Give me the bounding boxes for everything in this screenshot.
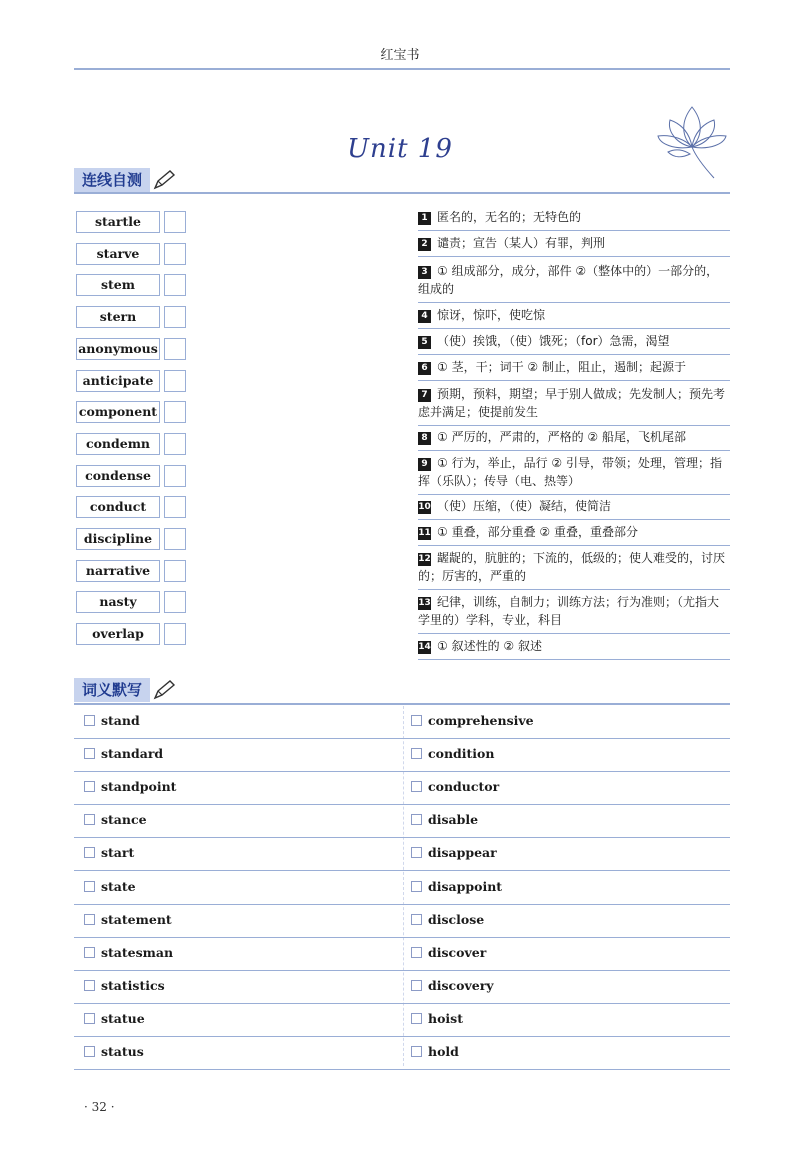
definition-item xyxy=(418,523,730,541)
vocab-item xyxy=(84,879,136,894)
definition-rule xyxy=(418,633,730,634)
definition-rule xyxy=(418,494,730,495)
answer-box[interactable] xyxy=(164,338,186,360)
section-match-title: 连线自测 xyxy=(74,168,150,192)
pencil-icon xyxy=(152,169,176,191)
definition-item xyxy=(418,306,730,324)
vocab-item xyxy=(411,779,499,794)
vocab-item xyxy=(84,746,163,761)
definition-text: 龌龊的，肮脏的；下流的，低级的；使人难受的，讨厌的；厉害的，严重的 xyxy=(418,551,726,583)
vocab-rule xyxy=(74,837,730,838)
vocab-word: statue xyxy=(101,1010,145,1026)
checkbox[interactable] xyxy=(411,947,422,958)
definition-number: 8 xyxy=(418,432,431,445)
section-vocab-title: 词义默写 xyxy=(74,678,150,702)
definition-rule xyxy=(418,519,730,520)
vocab-word: disappear xyxy=(428,845,497,861)
vocab-word: discover xyxy=(428,944,487,960)
definition-item xyxy=(418,262,730,298)
answer-box[interactable] xyxy=(164,623,186,645)
match-word: condemn xyxy=(76,433,160,455)
definition-rule xyxy=(418,230,730,231)
vocab-item xyxy=(84,713,140,728)
definition-text: （使）挨饿，（使）饿死；（for）急需，渴望 xyxy=(437,334,670,348)
vocab-word: statesman xyxy=(101,944,174,960)
vocab-item xyxy=(411,945,486,960)
checkbox[interactable] xyxy=(84,847,95,858)
answer-box[interactable] xyxy=(164,306,186,328)
vocab-item xyxy=(411,1011,463,1026)
match-word: stem xyxy=(76,274,160,296)
definition-number: 7 xyxy=(418,389,431,402)
checkbox[interactable] xyxy=(411,914,422,925)
definition-text: 惊讶，惊吓，使吃惊 xyxy=(437,308,546,322)
definition-number: 10 xyxy=(418,502,431,512)
vocab-rule xyxy=(74,1003,730,1004)
vocab-item xyxy=(84,945,173,960)
definition-number: 9 xyxy=(418,458,431,471)
answer-box[interactable] xyxy=(164,591,186,613)
vocab-rule xyxy=(74,804,730,805)
checkbox[interactable] xyxy=(84,814,95,825)
checkbox[interactable] xyxy=(84,1013,95,1024)
answer-box[interactable] xyxy=(164,243,186,265)
vocab-word: condition xyxy=(428,746,495,762)
vocab-item xyxy=(411,746,494,761)
vocab-word: hoist xyxy=(428,1010,463,1026)
vocab-item xyxy=(411,879,502,894)
section-vocab-header xyxy=(74,678,176,702)
pencil-icon xyxy=(152,679,176,701)
definition-text: ① 重叠，部分重叠 ② 重叠，重叠部分 xyxy=(437,525,638,539)
definition-item xyxy=(418,332,730,350)
definition-rule xyxy=(418,545,730,546)
vocab-word: hold xyxy=(428,1044,459,1059)
match-word: nasty xyxy=(76,591,160,613)
checkbox[interactable] xyxy=(84,715,95,726)
definition-item xyxy=(418,358,730,376)
vocab-item xyxy=(411,978,494,993)
answer-box[interactable] xyxy=(164,465,186,487)
vocab-word: state xyxy=(101,878,136,894)
vocab-word: start xyxy=(101,845,135,861)
checkbox[interactable] xyxy=(411,781,422,792)
vocab-word: status xyxy=(101,1044,144,1059)
checkbox[interactable] xyxy=(84,781,95,792)
match-word: narrative xyxy=(76,560,160,582)
definition-text: ① 茎，干；词干 ② 制止，阻止，遏制；起源于 xyxy=(437,360,686,374)
definition-text: （使）压缩，（使）凝结，使简洁 xyxy=(437,499,612,513)
definition-rule xyxy=(418,380,730,381)
vocab-item xyxy=(84,978,165,993)
vocab-rule xyxy=(74,1036,730,1037)
definition-number: 3 xyxy=(418,266,431,279)
vocab-item xyxy=(411,912,484,927)
answer-box[interactable] xyxy=(164,274,186,296)
match-word: startle xyxy=(76,211,160,233)
match-word: starve xyxy=(76,243,160,265)
answer-box[interactable] xyxy=(164,528,186,550)
checkbox[interactable] xyxy=(411,847,422,858)
match-word: anonymous xyxy=(76,338,160,360)
vocab-word: standard xyxy=(101,746,164,762)
answer-box[interactable] xyxy=(164,433,186,455)
definition-item xyxy=(418,454,730,490)
vocab-word: disappoint xyxy=(428,878,503,894)
definition-number: 14 xyxy=(418,642,431,652)
unit-title: Unit 19 xyxy=(347,134,453,164)
match-word: condense xyxy=(76,465,160,487)
definition-rule xyxy=(418,256,730,257)
answer-box[interactable] xyxy=(164,401,186,423)
definition-item xyxy=(418,497,730,515)
checkbox[interactable] xyxy=(84,980,95,991)
match-word: conduct xyxy=(76,496,160,518)
vocab-word: comprehensive xyxy=(428,713,534,728)
definition-item xyxy=(418,208,730,226)
definition-rule xyxy=(418,450,730,451)
checkbox[interactable] xyxy=(411,980,422,991)
vocab-rule xyxy=(74,738,730,739)
definition-number: 5 xyxy=(418,336,431,349)
vocab-word: statistics xyxy=(101,977,165,993)
answer-box[interactable] xyxy=(164,370,186,392)
vocab-item xyxy=(84,779,176,794)
checkbox[interactable] xyxy=(84,748,95,759)
definition-rule xyxy=(418,302,730,303)
checkbox[interactable] xyxy=(411,814,422,825)
section-match-rule xyxy=(74,192,730,194)
definition-rule xyxy=(418,589,730,590)
definition-item xyxy=(418,637,730,655)
definition-text: 匿名的，无名的；无特色的 xyxy=(437,210,582,224)
vocab-word: stance xyxy=(101,812,147,828)
checkbox[interactable] xyxy=(84,881,95,892)
vocab-item xyxy=(84,812,147,827)
column-divider xyxy=(403,706,404,1066)
checkbox[interactable] xyxy=(411,1046,422,1057)
vocab-item xyxy=(84,1044,144,1059)
definition-rule xyxy=(418,354,730,355)
checkbox[interactable] xyxy=(84,1046,95,1057)
definition-rule xyxy=(418,659,730,660)
definition-number: 1 xyxy=(418,212,431,225)
definition-rule xyxy=(418,328,730,329)
match-word: discipline xyxy=(76,528,160,550)
answer-box[interactable] xyxy=(164,496,186,518)
checkbox[interactable] xyxy=(84,947,95,958)
definition-text: ① 组成部分，成分，部件 ②（整体中的）一部分的，组成的 xyxy=(418,264,719,296)
match-word: stern xyxy=(76,306,160,328)
vocab-item xyxy=(84,1011,145,1026)
section-vocab-rule xyxy=(74,703,730,705)
definition-item xyxy=(418,385,730,421)
running-header: 红宝书 xyxy=(380,48,420,63)
definition-text: 预期，预料，期望；早于别人做成；先发制人；预先考虑并满足；使提前发生 xyxy=(418,387,726,419)
answer-box[interactable] xyxy=(164,211,186,233)
definition-number: 12 xyxy=(418,554,431,564)
definition-item xyxy=(418,234,730,252)
vocab-item xyxy=(84,912,172,927)
vocab-rule xyxy=(74,1069,730,1070)
match-word: component xyxy=(76,401,160,423)
vocab-rule xyxy=(74,771,730,772)
vocab-word: disable xyxy=(428,812,479,828)
definition-text: ① 严厉的，严肃的，严格的 ② 船尾，飞机尾部 xyxy=(437,430,686,444)
section-match-header xyxy=(74,168,176,192)
checkbox[interactable] xyxy=(411,715,422,726)
vocab-word: stand xyxy=(101,713,140,728)
vocab-word: disclose xyxy=(428,911,485,927)
definition-number: 6 xyxy=(418,362,431,375)
definition-rule xyxy=(418,425,730,426)
vocab-word: standpoint xyxy=(101,779,177,795)
definition-item xyxy=(418,549,730,585)
checkbox[interactable] xyxy=(411,748,422,759)
vocab-rule xyxy=(74,970,730,971)
vocab-rule xyxy=(74,870,730,871)
definition-number: 13 xyxy=(418,598,431,608)
checkbox[interactable] xyxy=(411,1013,422,1024)
vocab-rule xyxy=(74,937,730,938)
vocab-item xyxy=(411,1044,459,1059)
definition-number: 11 xyxy=(418,528,431,538)
vocab-word: statement xyxy=(101,911,172,927)
definition-item xyxy=(418,593,730,629)
vocab-item xyxy=(411,713,534,728)
definition-text: 谴责；宣告（某人）有罪，判刑 xyxy=(437,236,606,250)
definition-text: ① 行为，举止，品行 ② 引导，带领；处理，管理；指挥（乐队）；传导（电、热等） xyxy=(418,456,722,488)
page-number: · 32 · xyxy=(84,1100,115,1114)
vocab-item xyxy=(411,812,478,827)
vocab-item xyxy=(84,845,134,860)
vocab-word: discovery xyxy=(428,977,494,993)
match-word: overlap xyxy=(76,623,160,645)
definition-text: 纪律，训练，自制力；训练方法；行为准则；（尤指大学里的）学科，专业，科目 xyxy=(418,595,720,627)
definition-item xyxy=(418,428,730,446)
match-word: anticipate xyxy=(76,370,160,392)
vocab-item xyxy=(411,845,497,860)
checkbox[interactable] xyxy=(411,881,422,892)
vocab-word: conductor xyxy=(428,779,500,795)
definition-text: ① 叙述性的 ② 叙述 xyxy=(437,639,542,653)
checkbox[interactable] xyxy=(84,914,95,925)
answer-box[interactable] xyxy=(164,560,186,582)
vocab-rule xyxy=(74,904,730,905)
header-rule xyxy=(74,68,730,70)
definition-number: 4 xyxy=(418,310,431,323)
definition-number: 2 xyxy=(418,238,431,251)
